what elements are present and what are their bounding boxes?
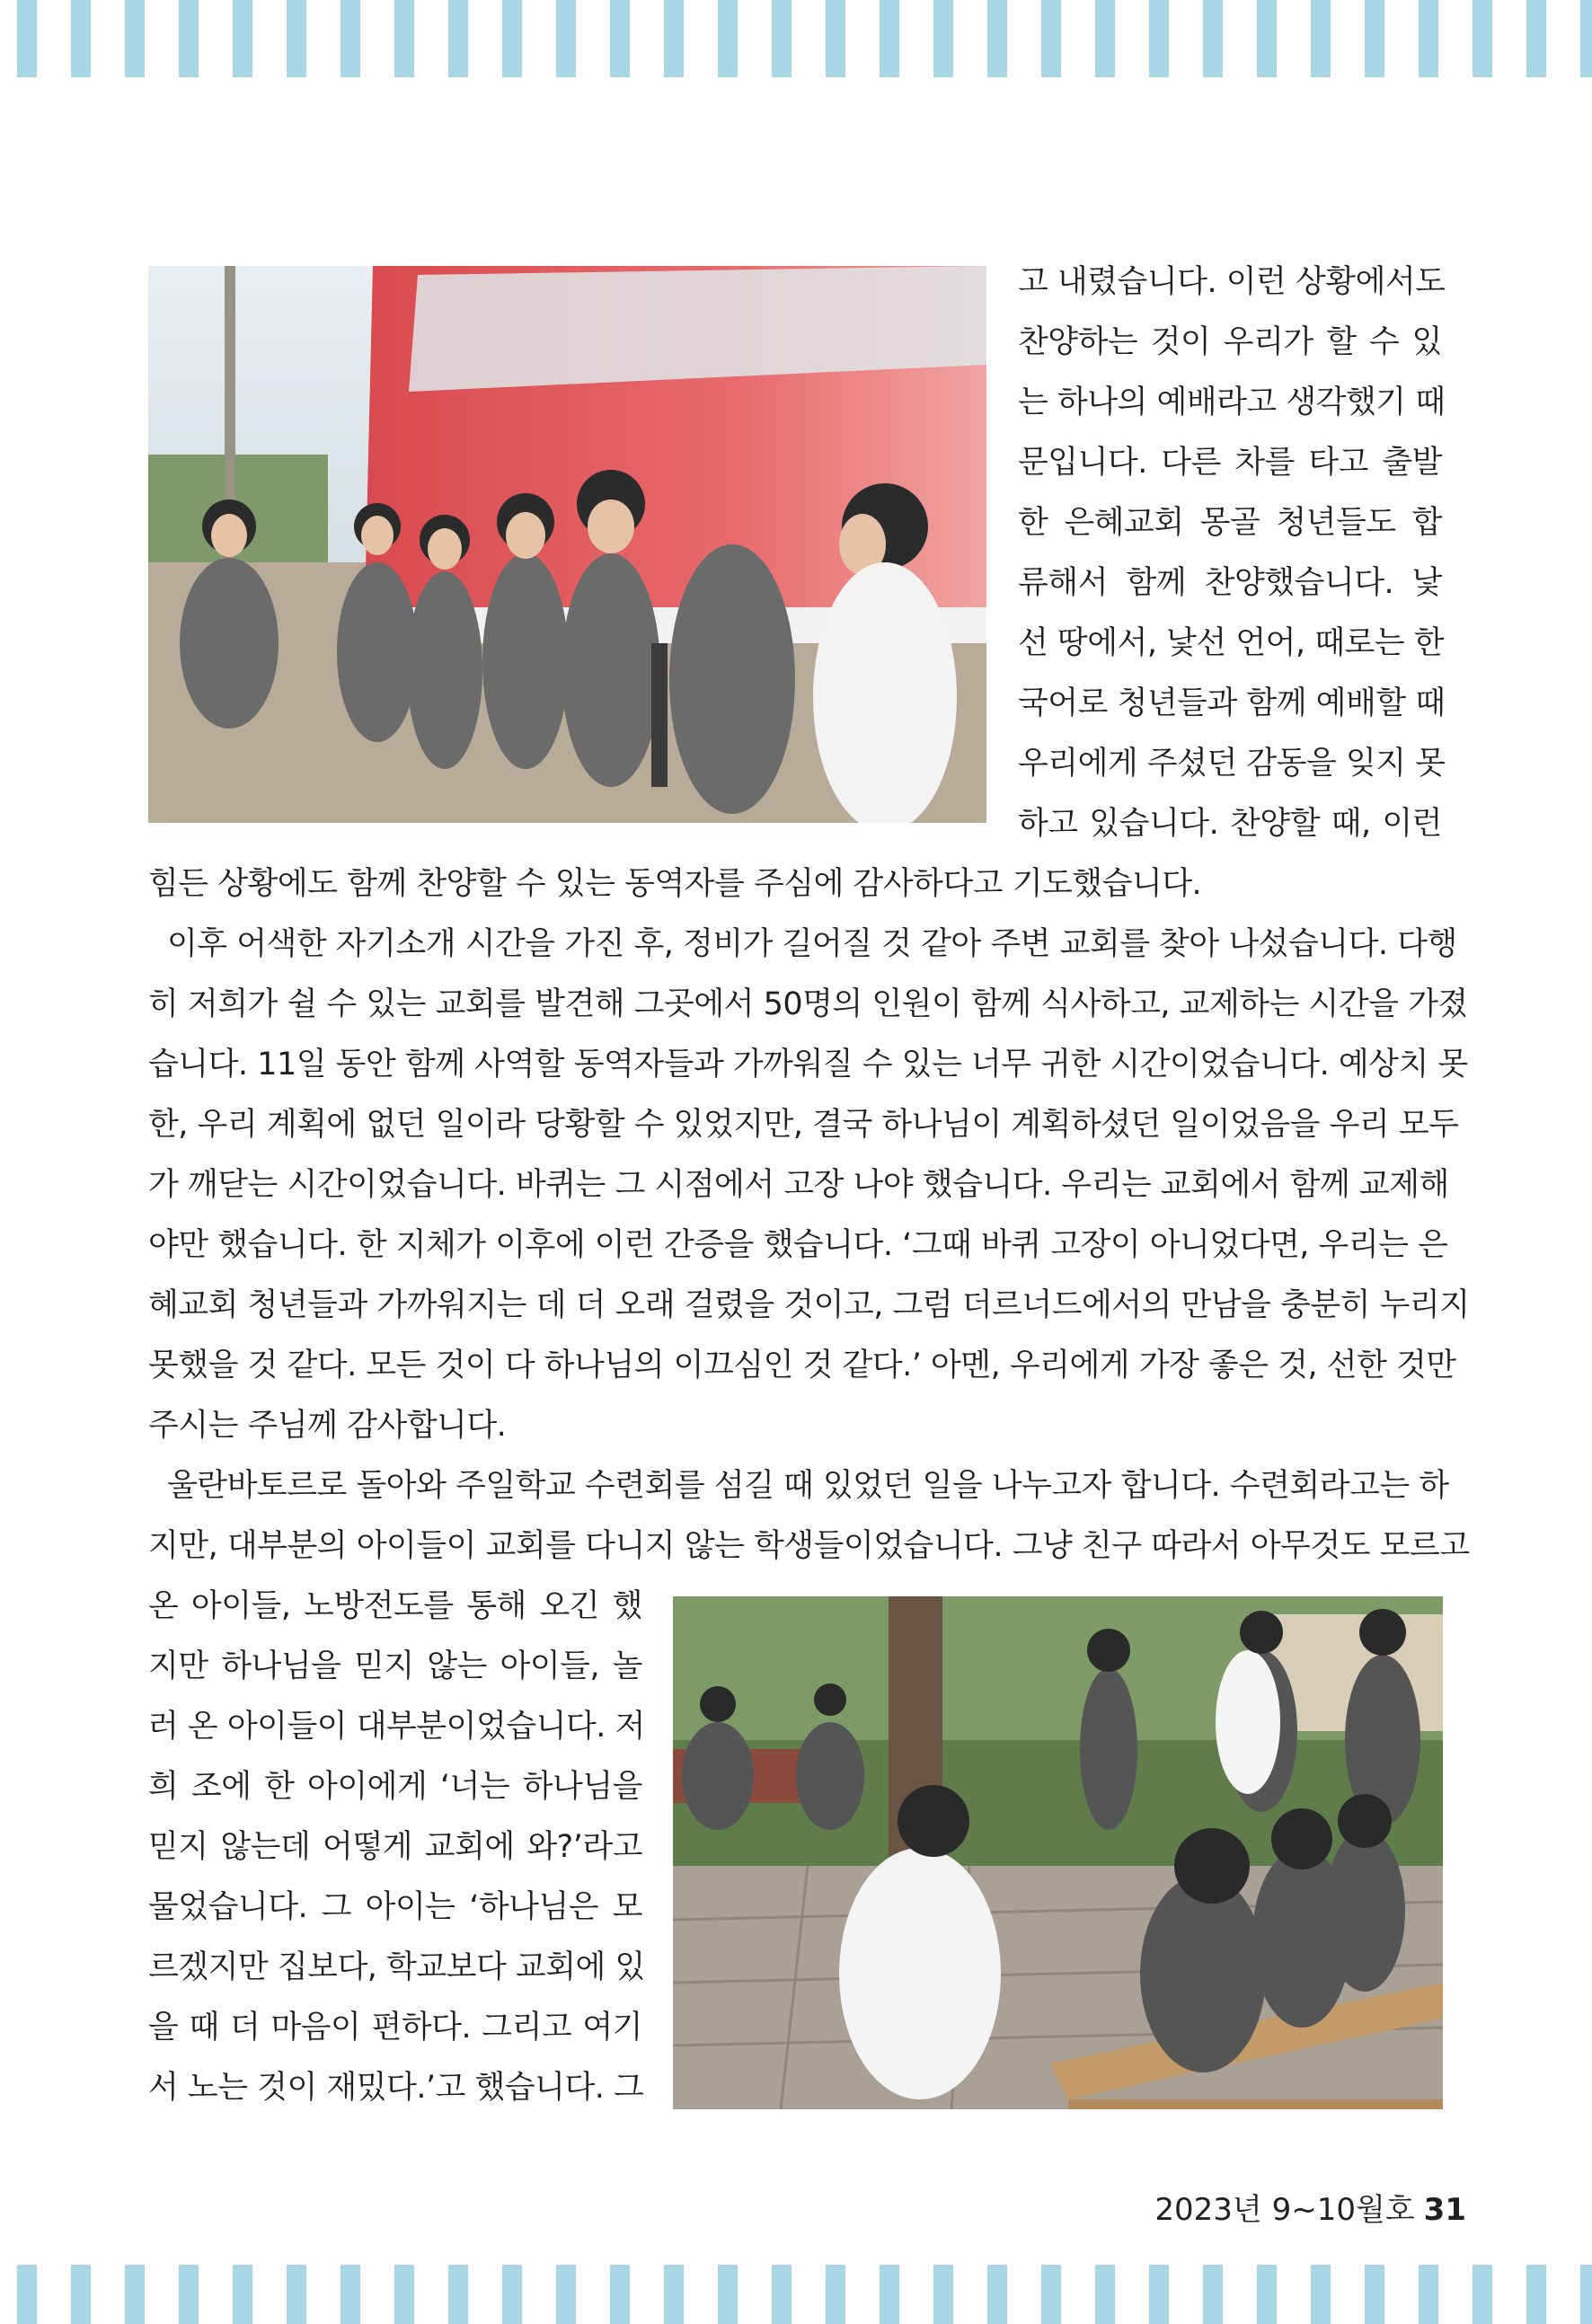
article-line: 지만, 대부분의 아이들이 교회를 다니지 않는 학생들이었습니다. 그냥 친구 따라서 아무것도 모르고 bbox=[148, 1528, 1470, 1564]
photo-fellowship-benches bbox=[673, 1596, 1443, 2109]
article-line: 류해서 함께 찬양했습니다. 낯 bbox=[1018, 565, 1442, 601]
article-line: 물었습니다. 그 아이는 ‘하나님은 모 bbox=[148, 1889, 642, 1925]
article-line: 찬양하는 것이 우리가 할 수 있 bbox=[1018, 324, 1442, 360]
article-line: 하고 있습니다. 찬양할 때, 이런 bbox=[1018, 806, 1442, 842]
article-line: 혜교회 청년들과 가까워지는 데 더 오래 걸렸을 것이고, 그럼 더르너드에서의 만남을 충분히 누리지 bbox=[148, 1287, 1470, 1323]
article-line: 을 때 더 마음이 편하다. 그리고 여기 bbox=[148, 2010, 642, 2046]
article-line: 한, 우리 계획에 없던 일이라 당황할 수 있었지만, 결국 하나님이 계획하셨던 일이었음을 우리 모두 bbox=[148, 1107, 1459, 1143]
article-line: 주시는 주님께 감사합니다. bbox=[148, 1408, 507, 1444]
article-line: 희 조에 한 아이에게 ‘너는 하나님을 bbox=[148, 1769, 642, 1805]
top-stripe-border bbox=[0, 0, 1592, 77]
article-line: 온 아이들, 노방전도를 통해 오긴 했 bbox=[148, 1588, 642, 1624]
article-line: 가 깨닫는 시간이었습니다. 바퀴는 그 시점에서 고장 나야 했습니다. 우리는 교회에서 함께 교제해 bbox=[148, 1167, 1449, 1203]
page-number: 31 bbox=[1423, 2192, 1466, 2228]
article-line: 러 온 아이들이 대부분이었습니다. 저 bbox=[148, 1709, 645, 1745]
article-line: 한 은혜교회 몽골 청년들도 합 bbox=[1018, 505, 1442, 541]
article-line: 선 땅에서, 낯선 언어, 때로는 한 bbox=[1018, 625, 1445, 661]
article-line: 히 저희가 쉴 수 있는 교회를 발견해 그곳에서 50명의 인원이 함께 식사하고, 교제하는 시간을 가졌 bbox=[148, 986, 1468, 1022]
article-line: 지만 하나님을 믿지 않는 아이들, 놀 bbox=[148, 1648, 642, 1684]
article-line: 힘든 상황에도 함께 찬양할 수 있는 동역자를 주심에 감사하다고 기도했습니다. bbox=[148, 866, 1202, 902]
bench-photo-illustration bbox=[673, 1596, 1443, 2109]
article-line: 울란바토르로 돌아와 주일학교 수련회를 섬길 때 있었던 일을 나누고자 합니다. 수련회라고는 하 bbox=[167, 1468, 1449, 1504]
article-line: 믿지 않는데 어떻게 교회에 와?’라고 bbox=[148, 1829, 642, 1865]
article-line: 는 하나의 예배라고 생각했기 때 bbox=[1018, 384, 1446, 420]
article-line: 르겠지만 집보다, 학교보다 교회에 있 bbox=[148, 1949, 645, 1985]
page-footer bbox=[1078, 2187, 1466, 2232]
article-line: 문입니다. 다른 차를 타고 출발 bbox=[1018, 445, 1442, 481]
article-line: 서 노는 것이 재밌다.’고 했습니다. 그 bbox=[148, 2070, 644, 2106]
article-line: 이후 어색한 자기소개 시간을 가진 후, 정비가 길어질 것 같아 주변 교회를 찾아 나섰습니다. 다행 bbox=[167, 926, 1457, 962]
article-line: 습니다. 11일 동안 함께 사역할 동역자들과 가까워질 수 있는 너무 귀한 시간이었습니다. 예상치 못 bbox=[148, 1047, 1468, 1082]
article-line: 고 내렸습니다. 이런 상황에서도 bbox=[1018, 264, 1446, 300]
issue-label: 2023년 9~10월호 bbox=[1154, 2192, 1415, 2228]
photo-youth-by-bus bbox=[148, 266, 986, 823]
article-line: 국어로 청년들과 함께 예배할 때 bbox=[1018, 685, 1446, 721]
article-line: 못했을 것 같다. 모든 것이 다 하나님의 이끄심인 것 같다.’ 아멘, 우리에게 가장 좋은 것, 선한 것만 bbox=[148, 1348, 1456, 1383]
article-line: 야만 했습니다. 한 지체가 이후에 이런 간증을 했습니다. ‘그때 바퀴 고장이 아니었다면, 우리는 은 bbox=[148, 1227, 1448, 1263]
bottom-stripe-border bbox=[0, 2265, 1592, 2324]
article-line: 우리에게 주셨던 감동을 잊지 못 bbox=[1018, 746, 1446, 782]
bus-photo-illustration bbox=[148, 266, 986, 823]
